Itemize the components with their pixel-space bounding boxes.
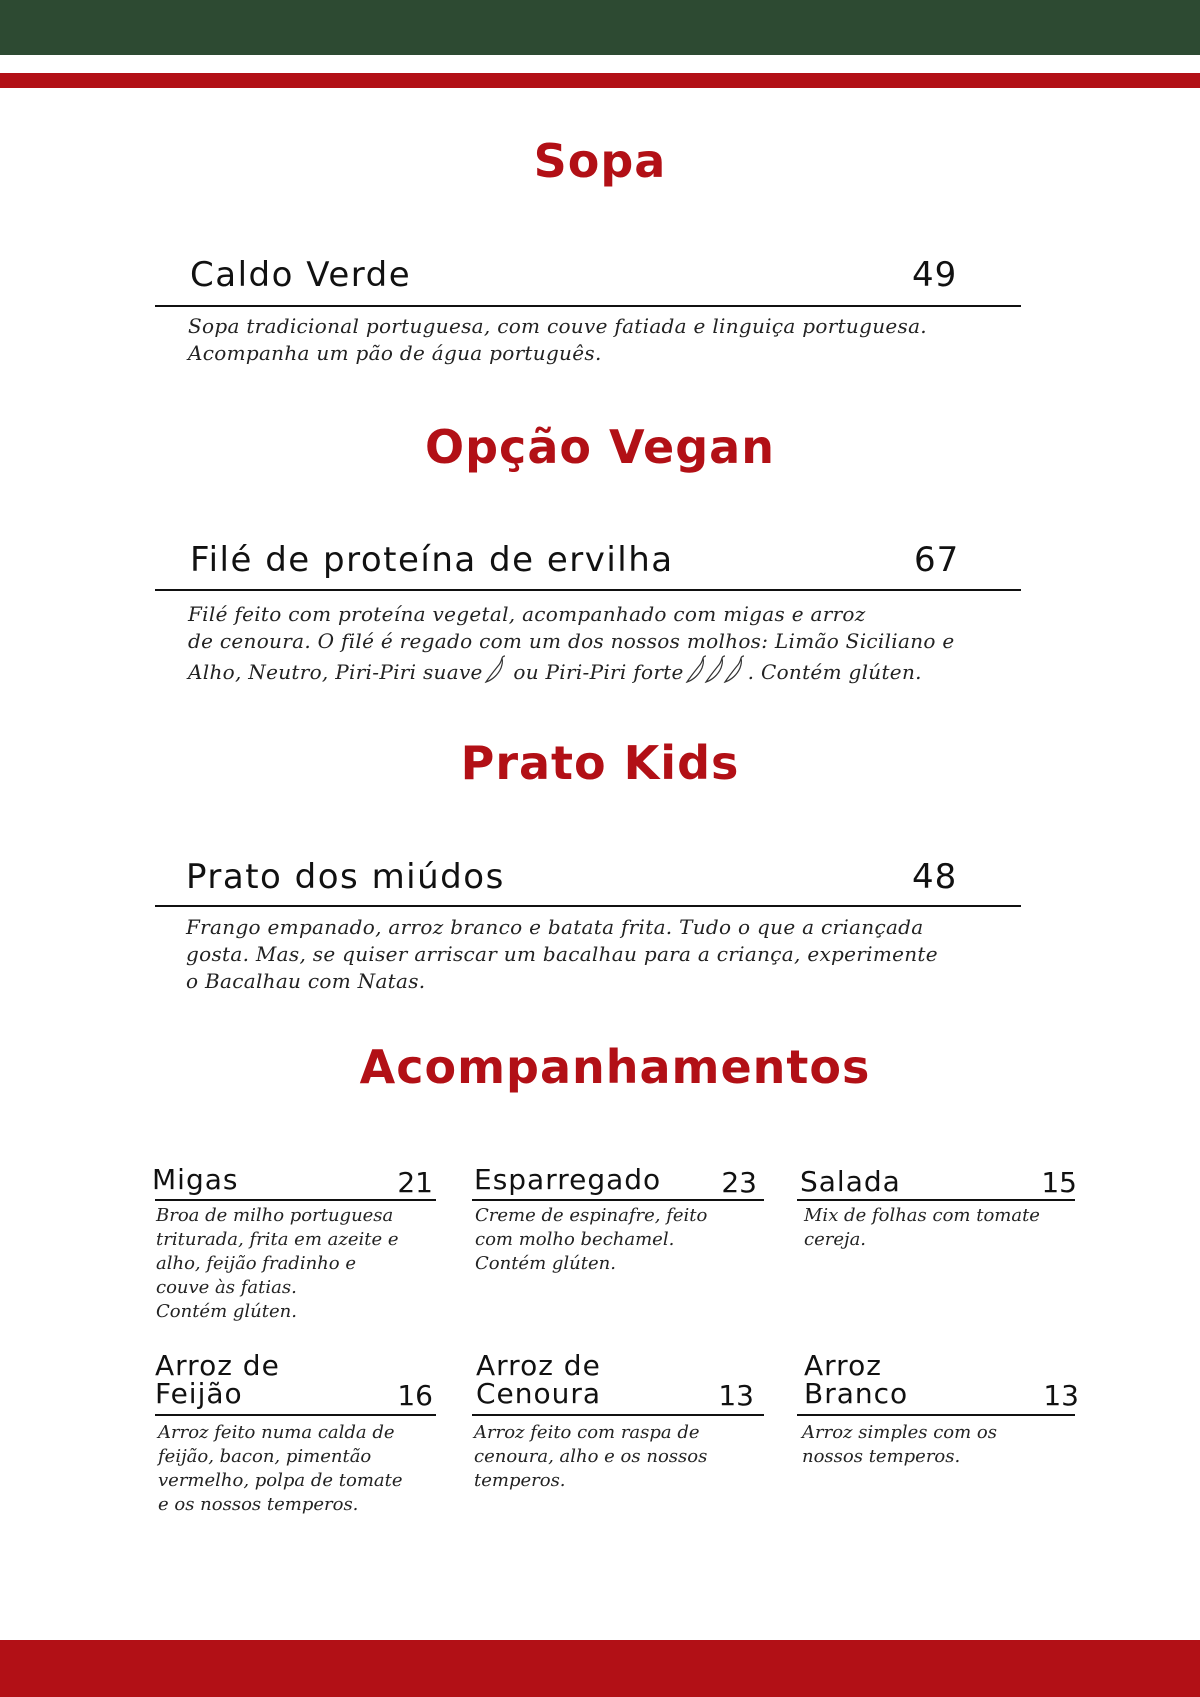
desc-part: Alho, Neutro, Piri-Piri suave [188,660,483,684]
side-name-line: Esparregado [474,1163,662,1196]
side-price-arroz-branco: 13 [1043,1379,1079,1412]
divider-rule [155,305,1021,307]
side-name-arroz-branco [804,1349,909,1410]
divider-rule [155,589,1021,591]
chili-pepper-icon [483,655,507,692]
desc-line: o Bacalhau com Natas. [186,969,426,993]
item-price-prato-miudos: 48 [912,857,958,897]
divider-rule [155,905,1021,907]
desc-line: cereja. [804,1229,867,1250]
desc-line: feijão, bacon, pimentão [158,1446,372,1467]
divider-rule [472,1199,764,1201]
desc-line: Arroz feito numa calda de [158,1422,395,1443]
side-name-arroz-feijao [155,1349,280,1410]
side-price-migas: 21 [397,1166,433,1199]
desc-line: vermelho, polpa de tomate [158,1470,403,1491]
side-name-line: Arroz [804,1349,882,1382]
side-price-esparregado: 23 [721,1166,757,1199]
item-desc-file-proteina [188,601,955,692]
desc-part: . Contém glúten. [747,660,922,684]
side-name-arroz-cenoura [476,1349,602,1410]
desc-line: triturada, frita em azeite e [156,1229,399,1250]
divider-rule [155,1414,436,1416]
side-desc-arroz-feijao [158,1421,428,1517]
side-name-line: Arroz de [155,1349,280,1382]
side-desc-esparregado [475,1204,745,1276]
desc-line: Arroz feito com raspa de [474,1422,700,1443]
side-name-line: Feijão [155,1377,243,1410]
side-name-line: Salada [800,1165,901,1198]
side-name-line: Branco [804,1377,909,1410]
desc-line: cenoura, alho e os nossos [474,1446,708,1467]
item-desc-caldo-verde [188,313,927,367]
item-price-file-proteina: 67 [914,540,960,580]
item-price-caldo-verde: 49 [912,255,958,295]
divider-rule [797,1199,1075,1201]
desc-line: Acompanha um pão de água português. [188,341,602,365]
side-name-line: Migas [152,1163,239,1196]
desc-line: Contém glúten. [475,1253,616,1274]
desc-line: Arroz simples com os [802,1422,997,1443]
section-title-kids: Prato Kids [460,736,740,790]
divider-rule [472,1414,764,1416]
side-desc-salada [804,1204,1074,1252]
divider-rule [155,1199,436,1201]
header-green-bar [0,0,1200,55]
side-desc-arroz-cenoura [474,1421,744,1493]
section-title-acompanhamentos: Acompanhamentos [359,1040,871,1094]
item-name-file-proteina: Filé de proteína de ervilha [190,540,674,580]
item-name-prato-miudos: Prato dos miúdos [186,857,505,897]
desc-line: Filé feito com proteína vegetal, acompanhado com migas e arroz [188,602,866,626]
desc-line: Creme de espinafre, feito [475,1205,708,1226]
side-name-line: Cenoura [476,1377,602,1410]
desc-line: temperos. [474,1470,566,1491]
side-name-esparregado [474,1163,662,1196]
divider-rule [797,1414,1075,1416]
chili-pepper-icon [684,655,748,692]
section-title-sopa: Sopa [533,134,667,188]
desc-line: e os nossos temperos. [158,1494,359,1515]
side-price-arroz-feijao: 16 [397,1379,433,1412]
desc-line: gosta. Mas, se quiser arriscar um bacalhau para a criança, experimente [186,942,938,966]
side-name-migas [152,1163,239,1196]
desc-line: Contém glúten. [156,1301,297,1322]
desc-line: de cenoura. O filé é regado com um dos nossos molhos: Limão Siciliano e [188,629,955,653]
desc-line: Frango empanado, arroz branco e batata frita. Tudo o que a criançada [186,915,924,939]
desc-line: couve às fatias. [156,1277,297,1298]
side-desc-arroz-branco [802,1421,1072,1469]
side-name-line: Arroz de [476,1349,601,1382]
section-title-vegan: Opção Vegan [425,420,775,474]
desc-line [188,655,955,692]
desc-line: Sopa tradicional portuguesa, com couve fatiada e linguiça portuguesa. [188,314,927,338]
desc-line: nossos temperos. [802,1446,961,1467]
footer-red-bar [0,1640,1200,1697]
side-desc-migas [156,1204,426,1324]
desc-line: com molho bechamel. [475,1229,675,1250]
desc-line: alho, feijão fradinho e [156,1253,356,1274]
desc-line: Mix de folhas com tomate [804,1205,1040,1226]
side-price-salada: 15 [1041,1166,1077,1199]
side-price-arroz-cenoura: 13 [718,1379,754,1412]
item-name-caldo-verde: Caldo Verde [190,255,412,295]
desc-line: Broa de milho portuguesa [156,1205,394,1226]
header-red-stripe [0,73,1200,88]
desc-part: ou Piri-Piri forte [513,660,684,684]
side-name-salada [800,1165,901,1198]
item-desc-prato-miudos [186,914,938,995]
